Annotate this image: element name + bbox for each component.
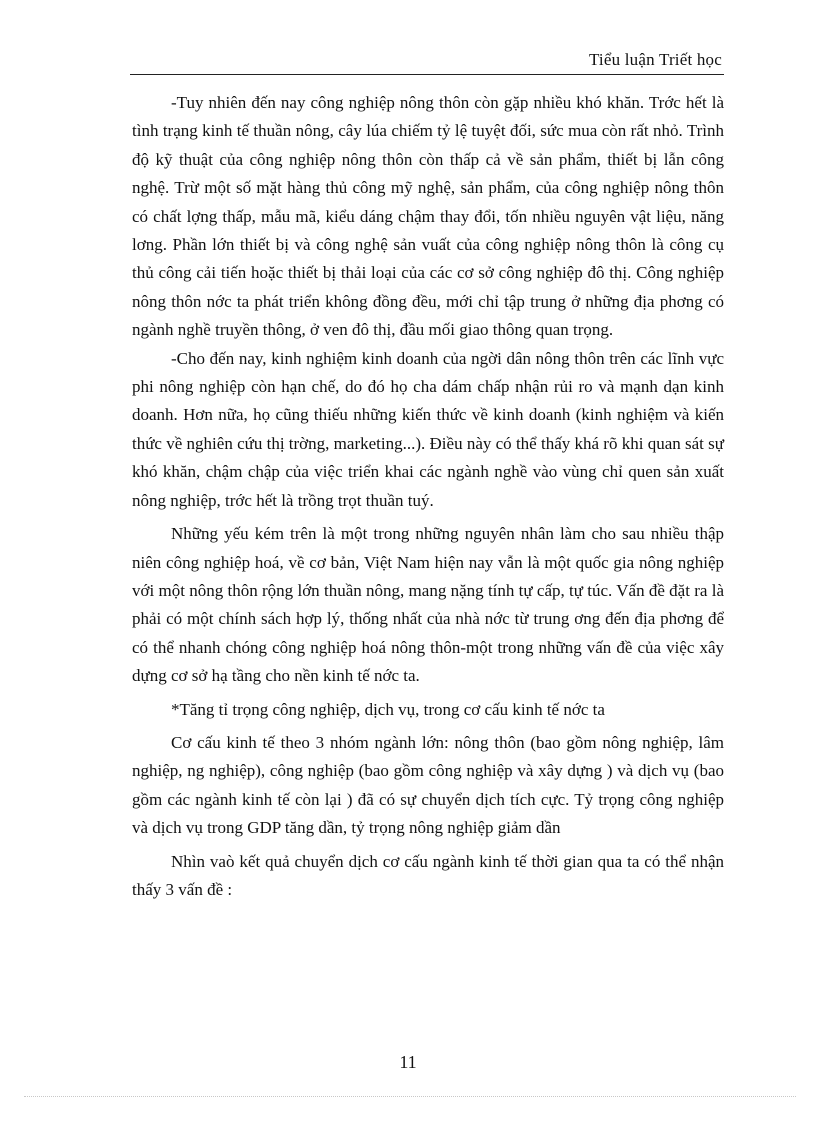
paragraph-economic-structure: Cơ cấu kinh tế theo 3 nhóm ngành lớn: nông thôn (bao gồm nông nghiệp, lâm nghiệp, ng nghiệp), công nghiệp (bao gồm công nghiệp và xây dựng ) và dịch vụ (bao gồm các ngành kinh tế còn lại ) đã có sự chuyển dịch tích cực. Tỷ trọng công nghiệp và dịch vụ trong GDP tăng dần, tỷ trọng nông nghiệp giảm dần	[132, 732, 724, 838]
document-body	[132, 89, 724, 904]
page-bottom-divider	[24, 1096, 796, 1097]
paragraph-conclusion-intro: Nhìn vaò kết quả chuyển dịch cơ cấu ngành kinh tế thời gian qua ta có thể nhận thấy 3 vấn đề :	[132, 851, 724, 899]
header-title: Tiểu luận Triết học	[588, 50, 722, 69]
paragraph-section-heading: *Tăng tỉ trọng công nghiệp, dịch vụ, trong cơ cấu kinh tế nớc ta	[171, 699, 605, 719]
page-number: 11	[399, 1052, 417, 1072]
paragraph-weaknesses: Những yếu kém trên là một trong những nguyên nhân làm cho sau nhiều thập niên công nghiệp hoá, về cơ bản, Việt Nam hiện nay vẫn là một quốc gia nông nghiệp với một nông thôn rộng lớn thuần nông, mang nặng tính tự cấp, tự túc. Vấn đề đặt ra là phải có một chính sách hợp lý, thống nhất của nhà nớc từ trung ơng đến địa phơng để có thể nhanh chóng công nghiệp hoá nông thôn-một trong những vấn đề của việc xây dựng cơ sở hạ tầng cho nền kinh tế nớc ta.	[132, 524, 724, 686]
paragraph-difficulties: -Tuy nhiên đến nay công nghiệp nông thôn còn gặp nhiều khó khăn. Trớc hết là tình trạng kinh tế thuần nông, cây lúa chiếm tỷ lệ tuyệt đối, sức mua còn rất nhỏ. Trình độ kỹ thuật của công nghiệp nông thôn còn thấp cả về sản phẩm, thiết bị lẫn công nghệ. Trừ một số mặt hàng thủ công mỹ nghệ, sản phẩm, của công nghiệp nông thôn có chất lợng thấp, mẫu mã, kiểu dáng chậm thay đổi, tốn nhiều nguyên vật liệu, năng lơng. Phần lớn thiết bị và công nghệ sản vuất của công nghiệp nông thôn là công cụ thủ công cải tiến hoặc thiết bị thải loại của các cơ sở công nghiệp đô thị. Công nghiệp nông thôn nớc ta phát triển không đồng đều, mới chỉ tập trung ở những địa phơng có ngành nghề truyền thông, ở ven đô thị, đầu mối giao thông quan trọng.	[132, 93, 724, 340]
paragraph-business-experience: -Cho đến nay, kinh nghiệm kinh doanh của ngời dân nông thôn trên các lĩnh vực phi nông nghiệp còn hạn chế, do đó họ cha dám chấp nhận rủi ro và mạnh dạn kinh doanh. Hơn nữa, họ cũng thiếu những kiến thức về kinh doanh (kinh nghiệm và kiến thức về nghiên cứu thị trờng, marketing...). Điều này có thể thấy khá rõ khi quan sát sự khó khăn, chậm chập của việc triển khai các ngành nghề vào vùng chỉ quen sản xuất nông nghiệp, trớc hết là trồng trọt thuần tuý.	[132, 348, 724, 510]
header-rule	[130, 74, 724, 75]
